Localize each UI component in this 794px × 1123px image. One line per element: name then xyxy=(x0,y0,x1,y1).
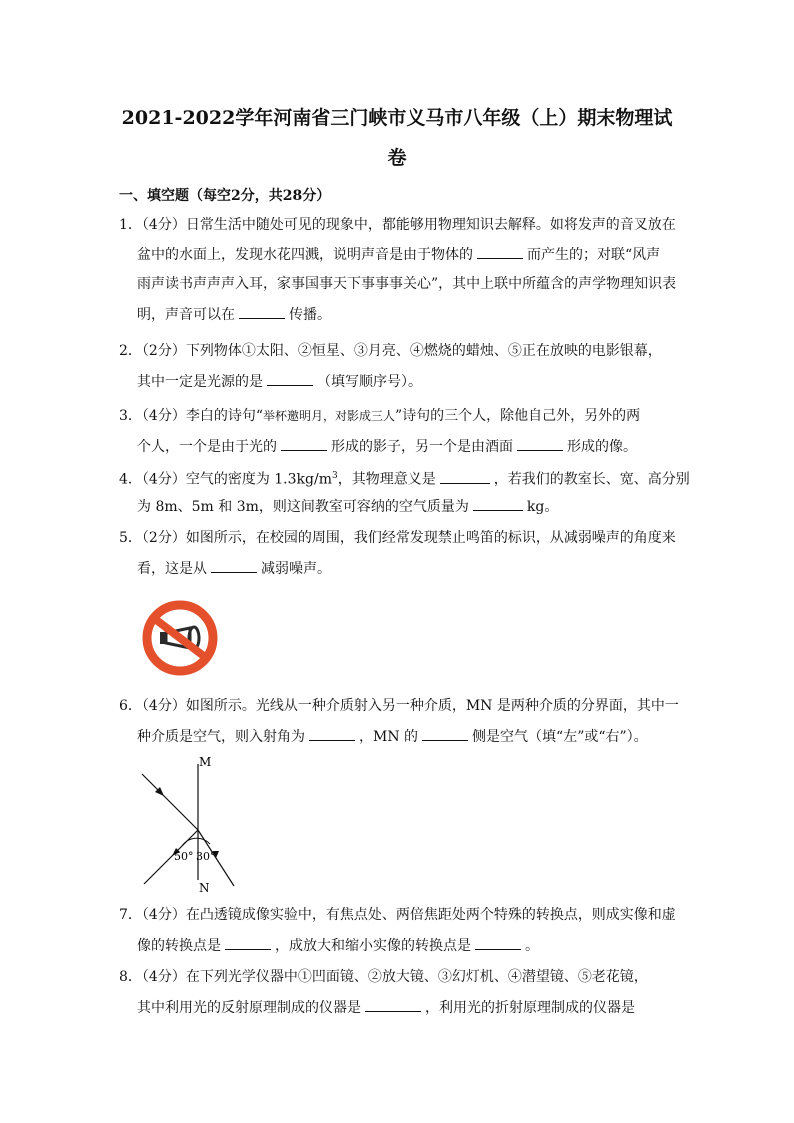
no-horn-sign-icon xyxy=(140,598,220,678)
answer-blank[interactable] xyxy=(475,935,521,950)
answer-blank[interactable] xyxy=(225,935,271,950)
section-heading: 一、填空题（每空2分，共28分） xyxy=(119,188,331,204)
q7-text: 。 xyxy=(525,938,539,954)
q7-text: 像的转换点是 xyxy=(137,938,221,954)
q8-line2 xyxy=(137,997,635,1018)
q4-line1 xyxy=(119,466,690,490)
q1-line3: 雨声读书声声声入耳，家事国事天下事事事关心”，其中上联中所蕴含的声学物理知识表 xyxy=(137,276,677,292)
answer-blank[interactable] xyxy=(440,469,490,484)
q3-text: 形成的影子，另一个是由酒面 xyxy=(331,439,513,455)
q2-text: 其中一定是光源的是 xyxy=(137,374,263,390)
q8-text: ，利用光的折射原理制成的仪器是 xyxy=(425,1000,635,1016)
label-n: N xyxy=(199,881,210,894)
answer-blank[interactable] xyxy=(267,371,313,386)
page-title: 2021-2022学年河南省三门峡市义马市八年级（上）期末物理试 xyxy=(121,107,673,129)
q2-line2 xyxy=(137,371,422,392)
answer-blank[interactable] xyxy=(517,436,563,451)
q3-line2 xyxy=(137,436,637,457)
q3-text: 3．（4分）李白的诗句“ xyxy=(119,408,263,424)
answer-blank[interactable] xyxy=(477,244,523,259)
q3-text: ”诗句的三个人，除他自己外，另外的两 xyxy=(395,408,641,424)
q1-text: 明，声音可以在 xyxy=(137,307,235,323)
angle-left-label: 50° xyxy=(174,850,194,863)
q8-text: 其中利用光的反射原理制成的仪器是 xyxy=(137,1000,361,1016)
answer-blank[interactable] xyxy=(281,436,327,451)
answer-blank[interactable] xyxy=(239,304,285,319)
q1-text: 传播。 xyxy=(289,307,331,323)
q6-text: 侧是空气（填“左”或“右”）。 xyxy=(472,729,648,745)
q6-text: ，MN 的 xyxy=(359,729,419,745)
answer-blank[interactable] xyxy=(365,997,421,1012)
q4-text: 为 8m、5m 和 3m，则这间教室可容纳的空气质量为 xyxy=(137,499,469,515)
q2-line1: 2．（2分）下列物体①太阳、②恒星、③月亮、④燃烧的蜡烛、⑤正在放映的电影银幕， xyxy=(119,343,662,359)
q1-line2 xyxy=(137,244,660,265)
q3-text: 形成的像。 xyxy=(567,439,637,455)
refraction-diagram xyxy=(138,752,248,894)
answer-blank[interactable] xyxy=(211,558,257,573)
incident-ray xyxy=(142,774,198,830)
q3-text: 个人，一个是由于光的 xyxy=(137,439,277,455)
q8-line1: 8．（4分）在下列光学仪器中①凹面镜、②放大镜、③幻灯机、④潜望镜、⑤老花镜， xyxy=(119,969,648,985)
q1-text: 而产生的；对联“风声 xyxy=(527,247,661,263)
q6-line2 xyxy=(137,726,648,747)
page-title-continued: 卷 xyxy=(387,147,407,169)
q5-text: 减弱噪声。 xyxy=(261,561,331,577)
answer-blank[interactable] xyxy=(309,726,355,741)
q5-line2 xyxy=(137,558,331,579)
q5-line1: 5．（2分）如图所示，在校园的周围，我们经常发现禁止鸣笛的标识，从减弱噪声的角度来 xyxy=(119,530,676,546)
q7-line2 xyxy=(137,935,539,956)
q4-exponent: 3 xyxy=(331,471,338,481)
q7-text: ，成放大和缩小实像的转换点是 xyxy=(275,938,471,954)
q1-text: 盆中的水面上，发现水花四溅，说明声音是由于物体的 xyxy=(137,247,473,263)
q1-line4 xyxy=(137,304,331,325)
answer-blank[interactable] xyxy=(422,726,468,741)
q2-text: （填写顺序号）。 xyxy=(317,374,422,390)
answer-blank[interactable] xyxy=(473,496,523,511)
q4-text: ，若我们的教室长、宽、高分别 xyxy=(493,471,690,488)
q4-text: kg。 xyxy=(526,499,559,515)
q1-line1: 1．（4分）日常生活中随处可见的现象中，都能够用物理知识去解释。如将发声的音叉放在 xyxy=(119,217,676,233)
q5-text: 看，这是从 xyxy=(137,561,207,577)
q6-line1: 6．（4分）如图所示。光线从一种介质射入另一种介质，MN 是两种介质的分界面，其中一 xyxy=(119,698,679,714)
label-m: M xyxy=(199,755,212,769)
q6-text: 种介质是空气，则入射角为 xyxy=(137,729,305,745)
angle-right-label: 30° xyxy=(196,850,216,863)
q7-line1: 7．（4分）在凸透镜成像实验中，有焦点处、两倍焦距处两个特殊的转换点，则成实像和虚 xyxy=(119,907,676,923)
q4-text: ，其物理意义是 xyxy=(337,471,436,488)
q4-line2 xyxy=(137,496,558,517)
q3-poem: 举杯邀明月，对影成三人 xyxy=(262,409,395,423)
q4-text: 4．（4分）空气的密度为 1.3kg/m xyxy=(119,471,332,488)
q3-line1 xyxy=(119,406,640,426)
